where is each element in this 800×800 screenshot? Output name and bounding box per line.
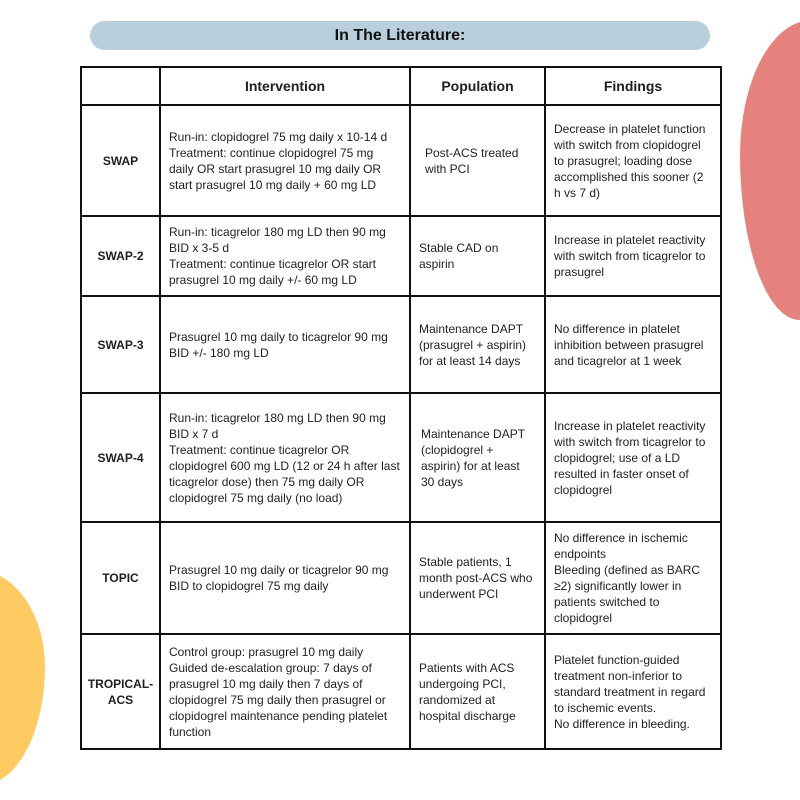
- table-row: [81, 296, 721, 393]
- cell-line: Stable patients, 1 month post-ACS who underwent PCI: [419, 555, 533, 601]
- population-cell: [410, 216, 545, 296]
- table-row: [81, 105, 721, 216]
- cell-line: Maintenance DAPT (clopidogrel + aspirin) for at least 30 days: [421, 426, 525, 489]
- trial-name: TROPICAL-ACS: [81, 634, 160, 749]
- cell-line: Prasugrel 10 mg daily or ticagrelor 90 mg BID to clopidogrel 75 mg daily: [169, 563, 389, 593]
- findings-cell: [545, 105, 721, 216]
- table-header-row: [81, 67, 721, 105]
- intervention-cell: [160, 105, 410, 216]
- population-cell: [410, 105, 545, 216]
- intervention-cell: [160, 522, 410, 634]
- cell-line: Run-in: ticagrelor 180 mg LD then 90 mg BID x 7 d: [169, 410, 386, 441]
- cell-line: Patients with ACS undergoing PCI, randomized at hospital discharge: [419, 660, 516, 723]
- literature-table: [80, 66, 722, 750]
- findings-cell: [545, 393, 721, 522]
- cell-line: Increase in platelet reactivity with switch from ticagrelor to clopidogrel; use of a LD resulted in faster onset of clopidogrel: [554, 418, 706, 497]
- intervention-cell: [160, 634, 410, 749]
- population-cell: [410, 522, 545, 634]
- population-cell: [410, 393, 545, 522]
- findings-cell: [545, 296, 721, 393]
- trial-name: SWAP: [81, 105, 160, 216]
- findings-cell: [545, 634, 721, 749]
- decorative-blob-yellow: [0, 570, 45, 785]
- population-cell: [410, 296, 545, 393]
- cell-line: Stable CAD on aspirin: [419, 241, 499, 271]
- cell-line: Post-ACS treated with PCI: [425, 145, 519, 176]
- intervention-cell: [160, 296, 410, 393]
- header-intervention: Intervention: [160, 67, 410, 105]
- header-trial: [81, 67, 160, 105]
- cell-line: Run-in: ticagrelor 180 mg LD then 90 mg BID x 3-5 d: [169, 225, 386, 255]
- cell-line: Control group: prasugrel 10 mg daily: [169, 644, 364, 659]
- trial-name: SWAP-3: [81, 296, 160, 393]
- cell-line: Maintenance DAPT (prasugrel + aspirin) for at least 14 days: [419, 321, 527, 368]
- table-row: [81, 393, 721, 522]
- table-row: [81, 522, 721, 634]
- trial-name: SWAP-4: [81, 393, 160, 522]
- intervention-cell: [160, 393, 410, 522]
- cell-line: Treatment: continue clopidogrel 75 mg daily OR start prasugrel 10 mg daily OR start prasugrel 10 mg daily + 60 mg LD: [169, 145, 382, 192]
- header-population: Population: [410, 67, 545, 105]
- cell-line: No difference in bleeding.: [554, 716, 690, 731]
- cell-line: Treatment: continue ticagrelor OR clopidogrel 600 mg LD (12 or 24 h after last ticagrelor dose) then 75 mg daily OR clopidogrel 75 mg daily (no load): [169, 442, 400, 505]
- decorative-blob-coral: [740, 20, 800, 320]
- cell-line: Increase in platelet reactivity with switch from ticagrelor to prasugrel: [554, 233, 706, 279]
- cell-line: Platelet function-guided treatment non-inferior to standard treatment in regard to ischemic events.: [554, 652, 706, 715]
- cell-line: Guided de-escalation group: 7 days of prasugrel 10 mg daily then 7 days of clopidogrel 75 mg daily then prasugrel or clopidogrel maintenance pending platelet function: [169, 660, 388, 739]
- cell-line: Decrease in platelet function with switch from clopidogrel to prasugrel; loading dose accomplished this sooner (2 h vs 7 d): [554, 121, 706, 200]
- table-row: [81, 634, 721, 749]
- cell-line: Bleeding (defined as BARC ≥2) significantly lower in patients switched to clopidogrel: [554, 563, 701, 625]
- cell-line: Treatment: continue ticagrelor OR start prasugrel 10 mg daily +/- 60 mg LD: [169, 257, 376, 287]
- intervention-cell: [160, 216, 410, 296]
- cell-line: Prasugrel 10 mg daily to ticagrelor 90 mg BID +/- 180 mg LD: [169, 329, 388, 360]
- table-row: [81, 216, 721, 296]
- trial-name: SWAP-2: [81, 216, 160, 296]
- trial-name: TOPIC: [81, 522, 160, 634]
- findings-cell: [545, 522, 721, 634]
- header-findings: Findings: [545, 67, 721, 105]
- cell-line: No difference in platelet inhibition between prasugrel and ticagrelor at 1 week: [554, 321, 704, 368]
- cell-line: No difference in ischemic endpoints: [554, 531, 688, 561]
- population-cell: [410, 634, 545, 749]
- findings-cell: [545, 216, 721, 296]
- page-title: In The Literature:: [90, 21, 710, 50]
- cell-line: Run-in: clopidogrel 75 mg daily x 10-14 d: [169, 129, 388, 144]
